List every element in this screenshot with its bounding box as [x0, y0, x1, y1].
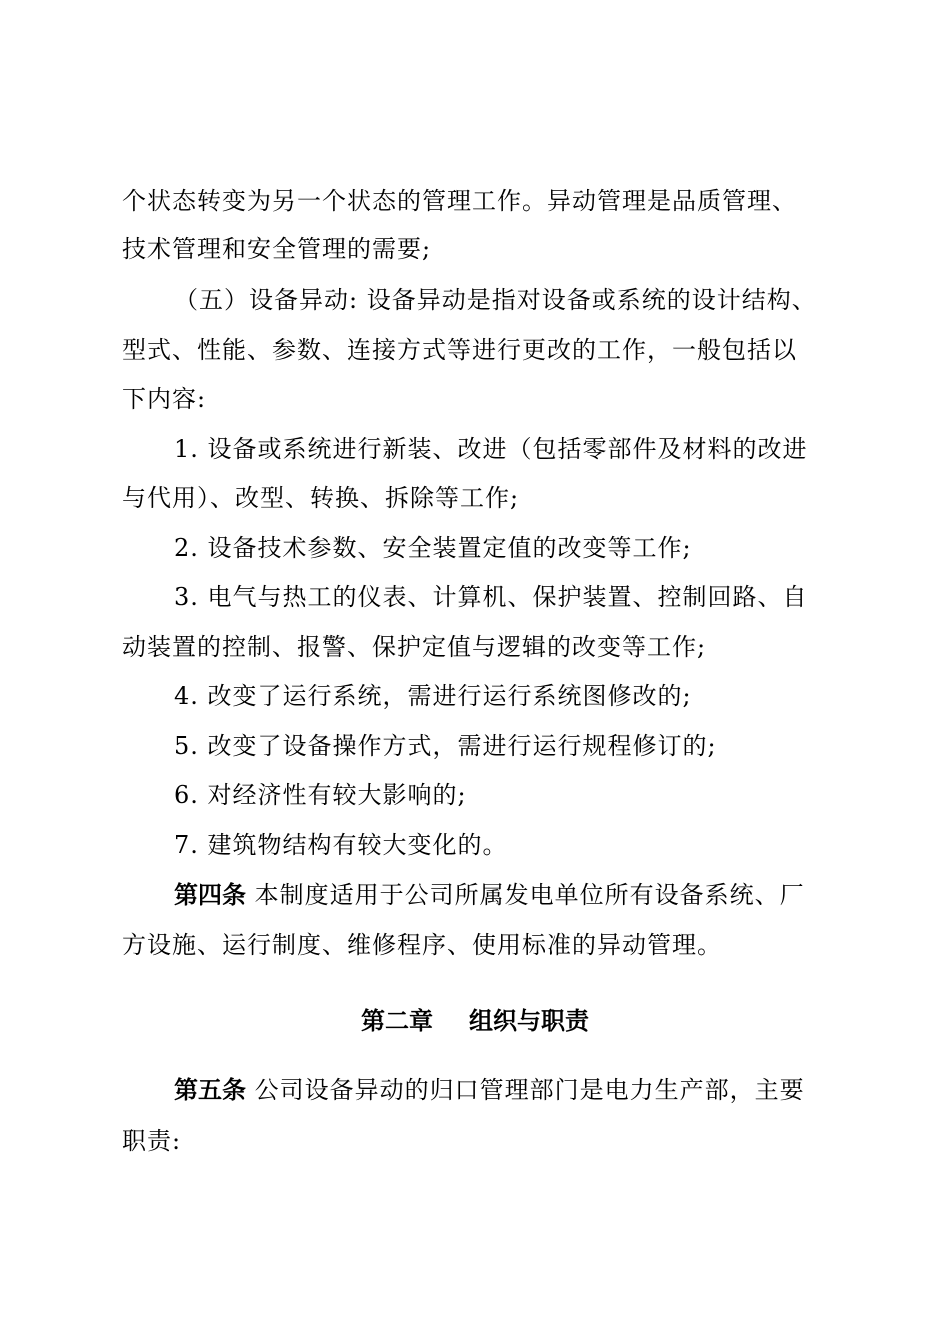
list-item: 4. 改变了运行系统，需进行运行系统图修改的; — [174, 682, 692, 710]
article-5-continuation: 职责: — [122, 1127, 182, 1155]
list-item: 3. 电气与热工的仪表、计算机、保护装置、控制回路、自 — [174, 583, 808, 611]
paragraph-line: （五）设备异动: 设备异动是指对设备或系统的设计结构、 — [174, 286, 817, 314]
article-4-text: 本制度适用于公司所属发电单位所有设备系统、厂 — [246, 881, 805, 909]
list-item: 7. 建筑物结构有较大变化的。 — [174, 831, 508, 859]
paragraph-line: 个状态转变为另一个状态的管理工作。异动管理是品质管理、 — [122, 187, 797, 215]
list-item-continuation: 动装置的控制、报警、保护定值与逻辑的改变等工作; — [122, 633, 707, 661]
list-item: 2. 设备技术参数、安全装置定值的改变等工作; — [174, 534, 692, 562]
paragraph-line: 技术管理和安全管理的需要; — [122, 235, 432, 263]
article-4 — [174, 879, 894, 911]
article-5-text: 公司设备异动的归口管理部门是电力生产部，主要 — [246, 1076, 805, 1104]
chapter-title: 组织与职责 — [469, 1007, 589, 1035]
paragraph-line: 下内容: — [122, 385, 207, 413]
chapter-heading — [0, 1005, 950, 1037]
chapter-number: 第二章 — [361, 1007, 433, 1035]
paragraph-line: 型式、性能、参数、连接方式等进行更改的工作，一般包括以 — [122, 336, 797, 364]
list-item: 5. 改变了设备操作方式，需进行运行规程修订的; — [174, 732, 717, 760]
article-4-label: 第四条 — [174, 881, 246, 909]
list-item-continuation: 与代用）、改型、转换、拆除等工作; — [122, 484, 520, 512]
article-4-continuation: 方设施、运行制度、维修程序、使用标准的异动管理。 — [122, 931, 722, 959]
list-item: 6. 对经济性有较大影响的; — [174, 781, 467, 809]
list-item: 1. 设备或系统进行新装、改进（包括零部件及材料的改进 — [174, 435, 808, 463]
article-5-label: 第五条 — [174, 1076, 246, 1104]
article-5 — [174, 1074, 894, 1106]
